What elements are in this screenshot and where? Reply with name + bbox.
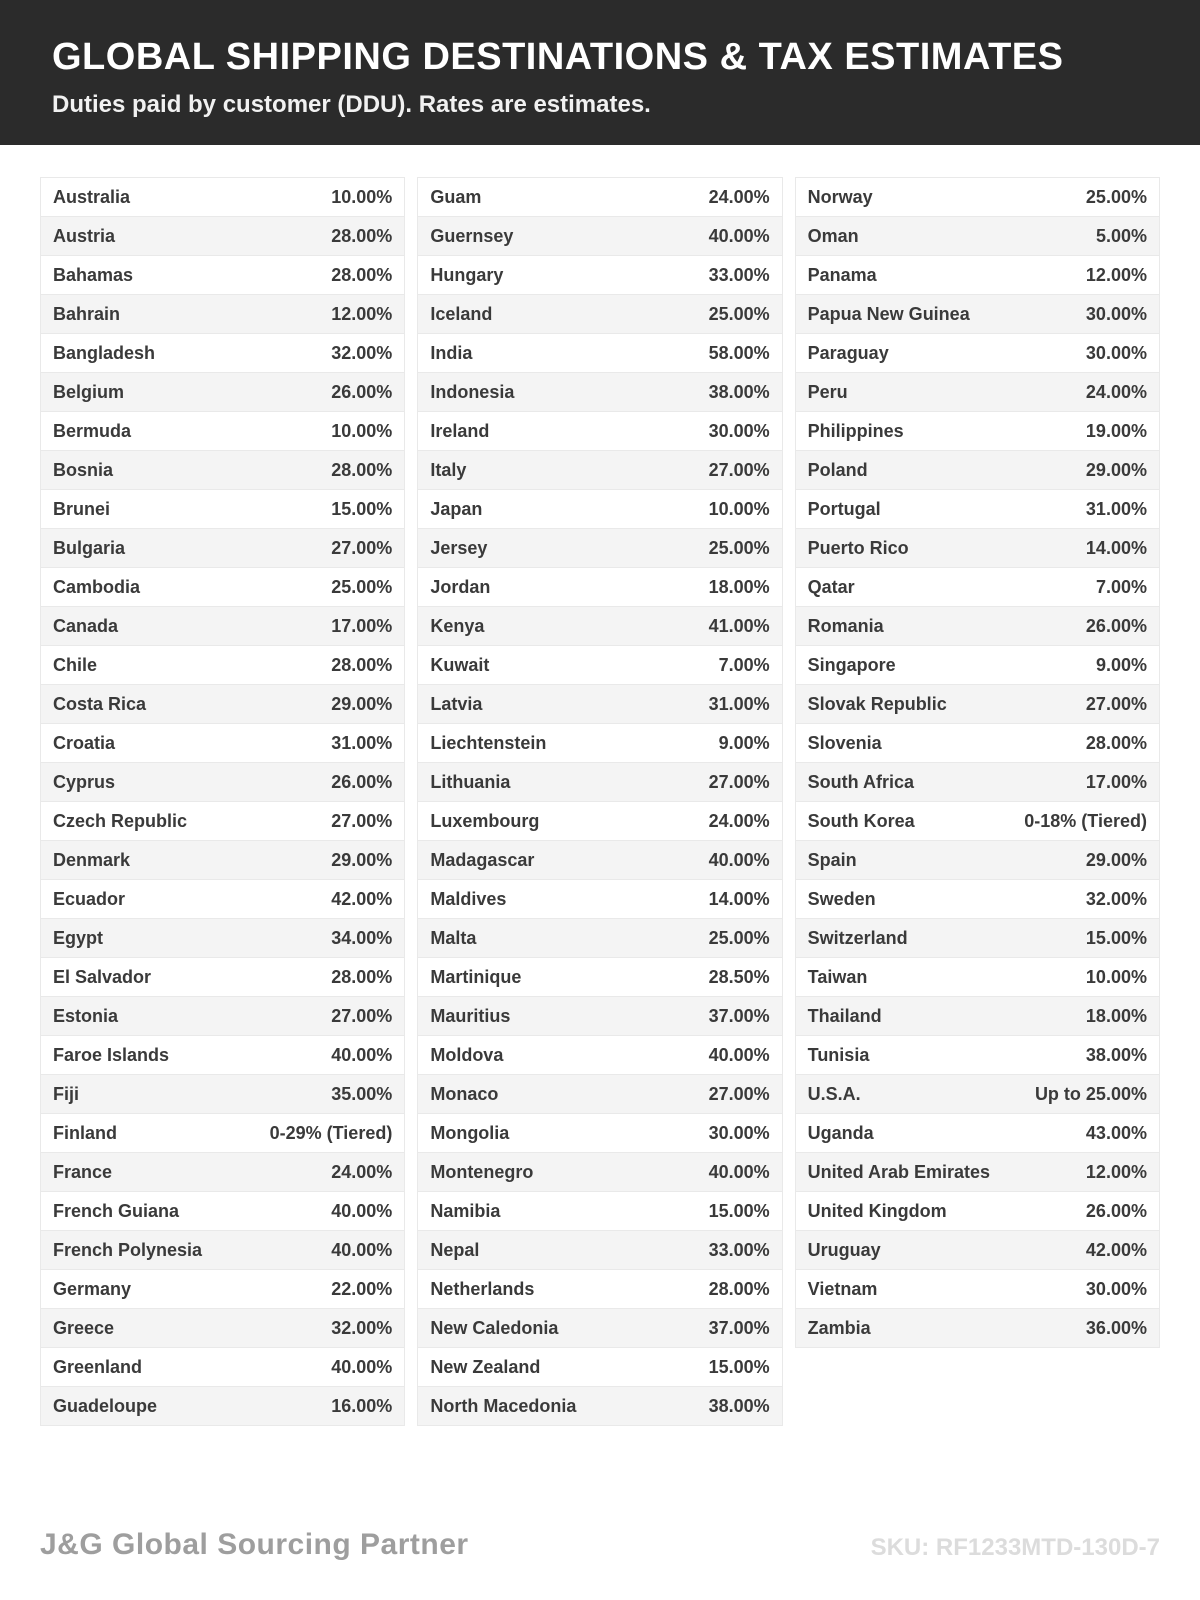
country-name: Maldives — [430, 888, 507, 909]
tax-rate: 26.00% — [1085, 615, 1147, 636]
tax-rate: 27.00% — [708, 1083, 770, 1104]
table-row — [41, 451, 404, 490]
tax-rate: 22.00% — [331, 1278, 393, 1299]
tax-rate: 35.00% — [331, 1083, 393, 1104]
country-name: Czech Republic — [53, 810, 188, 831]
table-row — [796, 685, 1159, 724]
tax-rate: 16.00% — [331, 1395, 393, 1416]
tax-rate: 9.00% — [1095, 654, 1147, 675]
country-name: Greenland — [53, 1356, 143, 1377]
country-name: Greece — [53, 1317, 115, 1338]
table-row — [418, 490, 781, 529]
table-row — [796, 1309, 1159, 1348]
table-row — [418, 802, 781, 841]
tax-rate: 40.00% — [331, 1356, 393, 1377]
table-row — [41, 1231, 404, 1270]
country-name: Australia — [53, 186, 131, 207]
country-name: Panama — [807, 264, 877, 285]
table-row — [418, 607, 781, 646]
country-name: Jordan — [430, 576, 491, 597]
tax-rate: 15.00% — [708, 1200, 770, 1221]
table-column-2 — [417, 177, 782, 1426]
table-row — [41, 490, 404, 529]
tax-rate: 28.00% — [331, 966, 393, 987]
country-name: Martinique — [430, 966, 522, 987]
table-row — [418, 1153, 781, 1192]
tax-rate: 27.00% — [708, 771, 770, 792]
country-name: Mongolia — [430, 1122, 510, 1143]
table-row — [41, 412, 404, 451]
country-name: Tunisia — [807, 1044, 870, 1065]
table-row — [418, 1270, 781, 1309]
tax-rate: 38.00% — [708, 1395, 770, 1416]
tax-rate: 37.00% — [708, 1005, 770, 1026]
tax-rate: 40.00% — [331, 1239, 393, 1260]
tax-rate: 25.00% — [1085, 186, 1147, 207]
country-name: North Macedonia — [430, 1395, 577, 1416]
tax-rate: 0-29% (Tiered) — [269, 1122, 393, 1143]
country-name: Estonia — [53, 1005, 119, 1026]
country-name: Bosnia — [53, 459, 114, 480]
tax-rate: 32.00% — [331, 342, 393, 363]
tax-rate: 29.00% — [1085, 849, 1147, 870]
tax-rate: 34.00% — [331, 927, 393, 948]
country-name: Hungary — [430, 264, 504, 285]
table-row — [796, 256, 1159, 295]
table-row — [41, 529, 404, 568]
tax-rate: 15.00% — [331, 498, 393, 519]
table-row — [418, 880, 781, 919]
tax-rate: 26.00% — [331, 381, 393, 402]
tax-rate: 27.00% — [331, 810, 393, 831]
tax-rate: 40.00% — [708, 1044, 770, 1065]
table-row — [796, 997, 1159, 1036]
tax-rate: 29.00% — [331, 693, 393, 714]
table-row — [41, 256, 404, 295]
tax-rate: 18.00% — [708, 576, 770, 597]
table-row — [796, 529, 1159, 568]
country-name: Ireland — [430, 420, 490, 441]
country-name: Netherlands — [430, 1278, 535, 1299]
country-name: Guernsey — [430, 225, 514, 246]
table-row — [418, 373, 781, 412]
tax-rate: 32.00% — [331, 1317, 393, 1338]
tax-rate: 25.00% — [708, 303, 770, 324]
tax-rate: 40.00% — [331, 1044, 393, 1065]
country-name: Madagascar — [430, 849, 535, 870]
country-name: South Korea — [807, 810, 915, 831]
table-row — [796, 451, 1159, 490]
tax-rate: 25.00% — [708, 537, 770, 558]
table-row — [796, 1114, 1159, 1153]
tax-rate: 43.00% — [1085, 1122, 1147, 1143]
table-row — [41, 841, 404, 880]
country-name: Slovenia — [807, 732, 882, 753]
country-name: Costa Rica — [53, 693, 147, 714]
table-row — [41, 724, 404, 763]
page-title: GLOBAL SHIPPING DESTINATIONS & TAX ESTIMATES — [52, 36, 1064, 78]
table-row — [418, 256, 781, 295]
table-row — [418, 412, 781, 451]
tax-rate: 5.00% — [1095, 225, 1147, 246]
tax-rate: 27.00% — [1085, 693, 1147, 714]
table-row — [41, 1270, 404, 1309]
country-name: Guam — [430, 186, 482, 207]
tax-rate: 12.00% — [1085, 264, 1147, 285]
country-name: Finland — [53, 1122, 117, 1143]
table-row — [41, 802, 404, 841]
table-row — [418, 178, 781, 217]
table-row — [418, 685, 781, 724]
table-row — [41, 1114, 404, 1153]
page-subtitle: Duties paid by customer (DDU). Rates are estimates. — [52, 91, 651, 118]
table-row — [796, 334, 1159, 373]
tax-rate: 40.00% — [708, 849, 770, 870]
table-row — [41, 763, 404, 802]
country-name: Monaco — [430, 1083, 499, 1104]
tax-rate: 30.00% — [1085, 342, 1147, 363]
country-name: Malta — [430, 927, 477, 948]
table-row — [418, 529, 781, 568]
table-row — [796, 1036, 1159, 1075]
country-name: Croatia — [53, 732, 116, 753]
country-name: Portugal — [807, 498, 881, 519]
country-name: Canada — [53, 615, 119, 636]
table-row — [796, 1075, 1159, 1114]
table-row — [418, 724, 781, 763]
table-row — [41, 997, 404, 1036]
tax-rate: 42.00% — [331, 888, 393, 909]
country-name: Slovak Republic — [807, 693, 947, 714]
table-row — [418, 919, 781, 958]
table-row — [418, 958, 781, 997]
country-name: Peru — [807, 381, 848, 402]
table-row — [41, 178, 404, 217]
tax-rate: 33.00% — [708, 264, 770, 285]
tax-rate: 17.00% — [1085, 771, 1147, 792]
tax-rate: 41.00% — [708, 615, 770, 636]
country-name: Moldova — [430, 1044, 504, 1065]
tax-rate: 9.00% — [718, 732, 770, 753]
table-row — [418, 217, 781, 256]
table-row — [41, 568, 404, 607]
table-row — [418, 1309, 781, 1348]
tax-rate: 37.00% — [708, 1317, 770, 1338]
country-name: Philippines — [807, 420, 904, 441]
tax-rate: 30.00% — [1085, 1278, 1147, 1299]
table-row — [796, 880, 1159, 919]
table-row — [796, 1231, 1159, 1270]
country-name: Oman — [807, 225, 859, 246]
tax-rate: 24.00% — [331, 1161, 393, 1182]
country-name: Fiji — [53, 1083, 79, 1104]
table-row — [418, 1231, 781, 1270]
tax-rate: 18.00% — [1085, 1005, 1147, 1026]
country-name: Spain — [807, 849, 857, 870]
country-name: Japan — [430, 498, 483, 519]
table-row — [41, 1348, 404, 1387]
tax-rate: 31.00% — [331, 732, 393, 753]
country-name: El Salvador — [53, 966, 152, 987]
table-row — [796, 373, 1159, 412]
tax-rate: 17.00% — [331, 615, 393, 636]
country-name: United Arab Emirates — [807, 1161, 991, 1182]
country-name: Iceland — [430, 303, 493, 324]
tax-rate: 10.00% — [1085, 966, 1147, 987]
tax-rate: 28.00% — [331, 459, 393, 480]
tax-rate: 19.00% — [1085, 420, 1147, 441]
table-row — [41, 685, 404, 724]
table-row — [41, 1192, 404, 1231]
tax-rate: 15.00% — [708, 1356, 770, 1377]
country-name: Vietnam — [807, 1278, 878, 1299]
tax-rate: 10.00% — [331, 420, 393, 441]
table-row — [41, 607, 404, 646]
tax-rate-table — [0, 145, 1200, 1426]
tax-rate: 38.00% — [708, 381, 770, 402]
country-name: Norway — [807, 186, 873, 207]
country-name: Kenya — [430, 615, 485, 636]
table-row — [796, 763, 1159, 802]
country-name: Taiwan — [807, 966, 868, 987]
tax-rate: 14.00% — [708, 888, 770, 909]
country-name: Austria — [53, 225, 116, 246]
country-name: Liechtenstein — [430, 732, 547, 753]
tax-rate: 10.00% — [708, 498, 770, 519]
country-name: Namibia — [430, 1200, 501, 1221]
country-name: Singapore — [807, 654, 896, 675]
country-name: Egypt — [53, 927, 104, 948]
page-header — [0, 0, 1200, 145]
table-row — [41, 1153, 404, 1192]
brand-name: J&G Global Sourcing Partner — [40, 1528, 469, 1561]
table-row — [418, 1192, 781, 1231]
table-row — [418, 451, 781, 490]
country-name: Kuwait — [430, 654, 490, 675]
table-row — [418, 334, 781, 373]
country-name: South Africa — [807, 771, 914, 792]
table-row — [796, 295, 1159, 334]
table-column-3 — [795, 177, 1160, 1348]
table-row — [41, 334, 404, 373]
tax-rate: 28.00% — [331, 654, 393, 675]
table-row — [418, 1348, 781, 1387]
tax-rate: 40.00% — [708, 225, 770, 246]
tax-rate: 30.00% — [708, 420, 770, 441]
table-row — [796, 217, 1159, 256]
table-column-1 — [40, 177, 405, 1426]
country-name: France — [53, 1161, 113, 1182]
tax-rate: 25.00% — [708, 927, 770, 948]
table-row — [41, 1309, 404, 1348]
table-row — [418, 568, 781, 607]
table-row — [796, 646, 1159, 685]
country-name: Brunei — [53, 498, 111, 519]
country-name: New Zealand — [430, 1356, 541, 1377]
country-name: Puerto Rico — [807, 537, 909, 558]
country-name: Switzerland — [807, 927, 908, 948]
tax-rate: Up to 25.00% — [1034, 1083, 1147, 1104]
table-row — [41, 1387, 404, 1426]
country-name: Ecuador — [53, 888, 126, 909]
tax-rate: 42.00% — [1085, 1239, 1147, 1260]
country-name: Sweden — [807, 888, 876, 909]
table-row — [796, 1153, 1159, 1192]
table-row — [796, 412, 1159, 451]
tax-rate: 58.00% — [708, 342, 770, 363]
country-name: Cyprus — [53, 771, 116, 792]
table-row — [796, 958, 1159, 997]
table-row — [41, 958, 404, 997]
table-row — [418, 295, 781, 334]
tax-rate: 30.00% — [1085, 303, 1147, 324]
country-name: Germany — [53, 1278, 132, 1299]
table-row — [418, 841, 781, 880]
tax-rate: 40.00% — [331, 1200, 393, 1221]
country-name: Jersey — [430, 537, 488, 558]
table-row — [418, 763, 781, 802]
tax-rate: 24.00% — [708, 810, 770, 831]
tax-rate: 28.50% — [708, 966, 770, 987]
country-name: Bahrain — [53, 303, 121, 324]
tax-rate: 29.00% — [1085, 459, 1147, 480]
country-name: Mauritius — [430, 1005, 511, 1026]
table-row — [418, 1036, 781, 1075]
country-name: Denmark — [53, 849, 131, 870]
table-row — [796, 1192, 1159, 1231]
country-name: Italy — [430, 459, 467, 480]
table-row — [418, 1114, 781, 1153]
table-row — [41, 646, 404, 685]
tax-rate: 30.00% — [708, 1122, 770, 1143]
tax-rate: 27.00% — [331, 1005, 393, 1026]
country-name: India — [430, 342, 473, 363]
country-name: Papua New Guinea — [807, 303, 970, 324]
table-row — [41, 217, 404, 256]
table-row — [796, 919, 1159, 958]
table-row — [796, 802, 1159, 841]
country-name: Guadeloupe — [53, 1395, 158, 1416]
country-name: Chile — [53, 654, 98, 675]
country-name: Uganda — [807, 1122, 874, 1143]
tax-rate: 29.00% — [331, 849, 393, 870]
country-name: Zambia — [807, 1317, 871, 1338]
tax-rate: 0-18% (Tiered) — [1024, 810, 1147, 831]
table-row — [796, 1270, 1159, 1309]
table-row — [41, 295, 404, 334]
tax-rate: 31.00% — [708, 693, 770, 714]
table-row — [796, 568, 1159, 607]
tax-rate: 15.00% — [1085, 927, 1147, 948]
country-name: Lithuania — [430, 771, 511, 792]
country-name: Qatar — [807, 576, 855, 597]
tax-rate: 32.00% — [1085, 888, 1147, 909]
table-row — [796, 607, 1159, 646]
country-name: Bahamas — [53, 264, 134, 285]
tax-rate: 38.00% — [1085, 1044, 1147, 1065]
tax-rate: 28.00% — [331, 225, 393, 246]
tax-rate: 40.00% — [708, 1161, 770, 1182]
table-row — [41, 880, 404, 919]
country-name: Cambodia — [53, 576, 141, 597]
table-row — [418, 646, 781, 685]
tax-rate: 28.00% — [708, 1278, 770, 1299]
tax-rate: 28.00% — [331, 264, 393, 285]
sku-label: SKU: RF1233MTD-130D-7 — [870, 1534, 1160, 1561]
tax-rate: 10.00% — [331, 186, 393, 207]
country-name: Thailand — [807, 1005, 882, 1026]
country-name: Latvia — [430, 693, 483, 714]
country-name: French Guiana — [53, 1200, 180, 1221]
tax-rate: 27.00% — [708, 459, 770, 480]
tax-rate: 7.00% — [1095, 576, 1147, 597]
country-name: New Caledonia — [430, 1317, 559, 1338]
table-row — [41, 919, 404, 958]
country-name: Romania — [807, 615, 884, 636]
tax-rate: 27.00% — [331, 537, 393, 558]
table-row — [41, 1075, 404, 1114]
country-name: Luxembourg — [430, 810, 540, 831]
tax-rate: 24.00% — [708, 186, 770, 207]
table-row — [796, 490, 1159, 529]
country-name: Poland — [807, 459, 868, 480]
country-name: Bulgaria — [53, 537, 126, 558]
tax-rate: 36.00% — [1085, 1317, 1147, 1338]
country-name: Nepal — [430, 1239, 480, 1260]
table-row — [41, 1036, 404, 1075]
tax-rate: 26.00% — [1085, 1200, 1147, 1221]
tax-rate: 12.00% — [331, 303, 393, 324]
country-name: Faroe Islands — [53, 1044, 170, 1065]
tax-rate: 26.00% — [331, 771, 393, 792]
tax-rate: 7.00% — [718, 654, 770, 675]
country-name: French Polynesia — [53, 1239, 203, 1260]
tax-rate: 28.00% — [1085, 732, 1147, 753]
country-name: Bermuda — [53, 420, 132, 441]
table-row — [418, 1075, 781, 1114]
country-name: U.S.A. — [807, 1083, 861, 1104]
tax-rate: 14.00% — [1085, 537, 1147, 558]
country-name: Montenegro — [430, 1161, 534, 1182]
country-name: Uruguay — [807, 1239, 881, 1260]
table-row — [418, 1387, 781, 1426]
tax-rate: 24.00% — [1085, 381, 1147, 402]
tax-rate: 31.00% — [1085, 498, 1147, 519]
country-name: Indonesia — [430, 381, 515, 402]
table-row — [418, 997, 781, 1036]
table-row — [41, 373, 404, 412]
country-name: Paraguay — [807, 342, 889, 363]
country-name: Belgium — [53, 381, 125, 402]
table-row — [796, 724, 1159, 763]
tax-rate: 12.00% — [1085, 1161, 1147, 1182]
table-row — [796, 841, 1159, 880]
page-footer — [0, 1528, 1200, 1562]
tax-rate: 25.00% — [331, 576, 393, 597]
country-name: United Kingdom — [807, 1200, 947, 1221]
table-row — [796, 178, 1159, 217]
tax-rate: 33.00% — [708, 1239, 770, 1260]
country-name: Bangladesh — [53, 342, 156, 363]
